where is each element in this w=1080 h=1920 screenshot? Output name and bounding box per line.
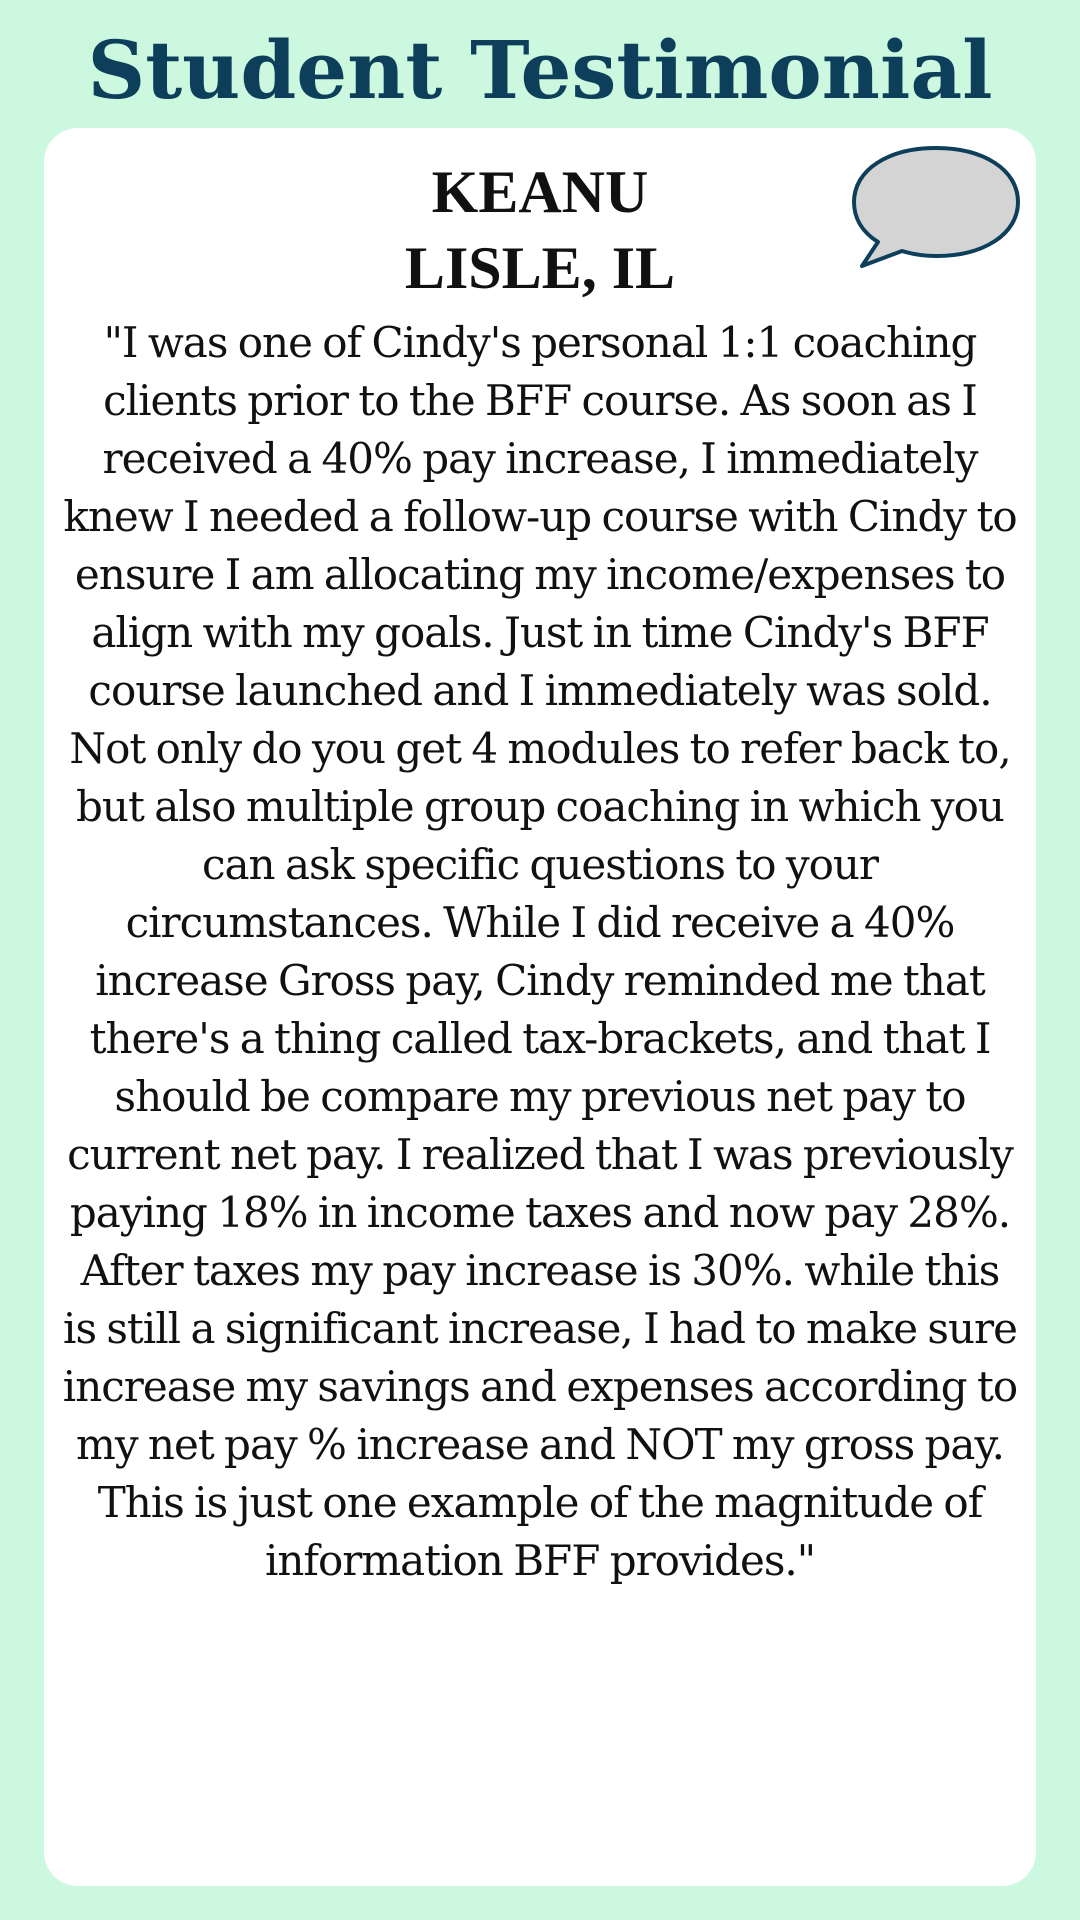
page-title: Student Testimonial xyxy=(87,23,993,117)
testimonial-text: "I was one of Cindy's personal 1:1 coaching clients prior to the BFF course. As soon as I received a 40% pay increase, I immediately knew I needed a follow-up course with Cindy to ensure I am allocating my income/expenses to align with my goals. Just in time Cindy's BFF course launched and I immediately was sold. Not only do you get 4 modules to refer back to, but also multiple group coaching in which you can ask specific questions to your circumstances. While I did receive a 40% increase Gross pay, Cindy reminded me that there's a thing called tax-brackets, and that I should be compare my previous net pay to current net pay. I realized that I was previously paying 18% in income taxes and now pay 28%. After taxes my pay increase is 30%. while this is still a significant increase, I had to make sure increase my savings and expenses according to my net pay % increase and NOT my gross pay. This is just one example of the magnitude of information BFF provides." xyxy=(62,318,1018,1585)
student-location: LISLE, IL xyxy=(404,235,676,301)
student-name: KEANU xyxy=(431,159,649,225)
